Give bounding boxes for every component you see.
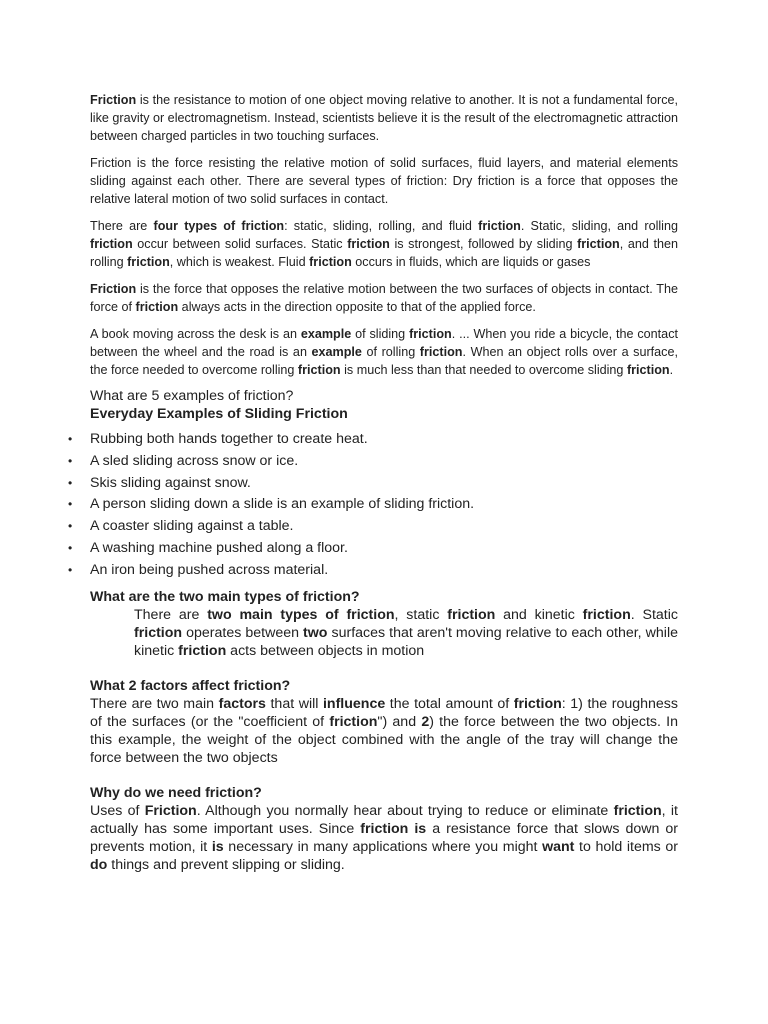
text-run: . When an object rolls over a surface, the force needed to overcome rolling bbox=[90, 345, 678, 377]
list-item bbox=[68, 429, 678, 451]
paragraph-four-types bbox=[90, 217, 678, 271]
text-run: operates between bbox=[182, 624, 304, 641]
question-why-need: Why do we need friction? bbox=[90, 784, 262, 801]
paragraph-two-factors bbox=[90, 695, 678, 767]
bold-term: influence bbox=[322, 695, 386, 712]
text-run: There are bbox=[90, 219, 154, 233]
bold-term: friction bbox=[513, 695, 562, 712]
text-run: , which is weakest. Fluid bbox=[169, 255, 310, 269]
paragraph-two-types bbox=[90, 606, 678, 660]
text-run: . ... When you ride a bicycle, the contact between the wheel and the road is an bbox=[90, 327, 678, 359]
bold-term: example bbox=[311, 345, 362, 359]
list-item-text: Rubbing both hands together to create heat. bbox=[90, 431, 368, 447]
text-run: acts between objects in motion bbox=[226, 642, 425, 659]
bold-term: friction bbox=[297, 363, 341, 377]
text-run: the total amount of bbox=[385, 695, 514, 712]
bold-term: friction bbox=[135, 300, 179, 314]
bold-term: is bbox=[211, 838, 224, 855]
text-run: to hold items or bbox=[574, 838, 678, 855]
bullet-icon: • bbox=[68, 432, 73, 446]
list-item bbox=[68, 473, 678, 495]
text-run: is the force that opposes the relative motion between the two surfaces of objects in contact. The force of bbox=[90, 282, 678, 314]
text-run: necessary in many applications where you might bbox=[223, 838, 543, 855]
text-run: is the resistance to motion of one object moving relative to another. It is not a fundamental force, like gravity or electromagnetism. Instead, scientists believe it is the result of the electromagnetic attraction between charged particles in two touching surfaces. bbox=[90, 93, 678, 143]
heading-sliding-examples: Everyday Examples of Sliding Friction bbox=[90, 406, 348, 422]
list-item-text: A sled sliding across snow or ice. bbox=[90, 452, 299, 469]
list-item bbox=[68, 560, 678, 582]
bold-term: friction bbox=[329, 713, 378, 730]
paragraph-opposes-motion bbox=[90, 280, 678, 316]
text-run: that will bbox=[265, 695, 323, 712]
text-run: There are two main bbox=[90, 695, 219, 712]
text-run: . Although you normally hear about trying to reduce or eliminate bbox=[196, 802, 614, 819]
bold-term: factors bbox=[218, 695, 266, 712]
list-item bbox=[68, 538, 678, 560]
list-item-text: A washing machine pushed along a floor. bbox=[90, 539, 348, 556]
bullet-icon: • bbox=[68, 453, 73, 468]
list-item-text: A coaster sliding against a table. bbox=[90, 518, 294, 535]
bold-term: friction bbox=[409, 327, 452, 341]
text-run: and kinetic bbox=[495, 606, 583, 623]
bold-term: friction bbox=[347, 237, 390, 251]
list-item-text: An iron being pushed across material. bbox=[90, 561, 329, 578]
bold-term: friction bbox=[127, 255, 170, 269]
paragraph-why-need bbox=[90, 802, 678, 874]
text-run: . Static bbox=[630, 606, 678, 623]
bold-term: friction bbox=[447, 606, 496, 623]
text-run: : 1) the roughness of the surfaces (or the "coefficient of bbox=[90, 695, 678, 730]
bold-term: four types of friction bbox=[153, 219, 285, 233]
list-item-text: A person sliding down a slide is an example of sliding friction. bbox=[90, 496, 475, 513]
bullet-icon: • bbox=[68, 475, 73, 490]
text-run: , static bbox=[394, 606, 448, 623]
text-run: . bbox=[669, 363, 674, 377]
question-two-factors: What 2 factors affect friction? bbox=[90, 677, 291, 694]
list-item-text: Skis sliding against snow. bbox=[90, 474, 251, 491]
text-run: Friction is the force resisting the relative motion of solid surfaces, fluid layers, and material elements sliding against each other. There are several types of friction: Dry friction is a force that opposes the relative lateral motion of two solid surfaces in contact. bbox=[90, 156, 678, 206]
list-item bbox=[68, 451, 678, 473]
bold-term: friction bbox=[577, 237, 620, 251]
spacer bbox=[90, 660, 678, 677]
text-run: is much less than that needed to overcome sliding bbox=[340, 363, 627, 377]
bold-term: friction bbox=[478, 219, 521, 233]
text-run: . Static, sliding, and rolling bbox=[520, 219, 678, 233]
bold-term: friction bbox=[582, 606, 631, 623]
bold-term: friction bbox=[613, 802, 662, 819]
bold-term: Friction bbox=[90, 282, 137, 296]
bold-term: friction bbox=[309, 255, 352, 269]
question-two-types: What are the two main types of friction? bbox=[90, 588, 360, 605]
document-page bbox=[68, 91, 678, 874]
bold-term: friction bbox=[90, 237, 133, 251]
text-run: of rolling bbox=[361, 345, 420, 359]
bold-term: friction is bbox=[360, 820, 427, 837]
examples-list bbox=[68, 429, 678, 582]
text-run: occurs in fluids, which are liquids or gases bbox=[351, 255, 591, 269]
question-five-examples: What are 5 examples of friction? bbox=[90, 388, 294, 404]
text-run: , and then rolling bbox=[90, 237, 678, 269]
text-run: ) the force between the two objects. In this example, the weight of the object combined with the angle of the tray will change the force between the two objects bbox=[90, 713, 678, 766]
bold-term: do bbox=[90, 856, 108, 873]
bold-term: Friction bbox=[144, 802, 197, 819]
bullet-icon: • bbox=[68, 519, 73, 534]
bold-term: example bbox=[300, 327, 352, 341]
text-run: of sliding bbox=[351, 327, 410, 341]
text-run: always acts in the direction opposite to that of the applied force. bbox=[178, 300, 536, 314]
paragraph-friction-force bbox=[90, 154, 678, 208]
text-run: : static, sliding, rolling, and fluid bbox=[284, 219, 479, 233]
bold-term: friction bbox=[419, 345, 463, 359]
text-run: is strongest, followed by sliding bbox=[389, 237, 578, 251]
bold-term: two main types of friction bbox=[207, 606, 395, 623]
bullet-icon: • bbox=[68, 562, 73, 577]
bold-term: 2 bbox=[421, 713, 430, 730]
bullet-icon: • bbox=[68, 497, 73, 512]
text-run: surfaces that aren't moving relative to each other, while kinetic bbox=[134, 624, 678, 659]
text-run: , it actually has some important uses. Since bbox=[90, 802, 678, 837]
paragraph-examples-book-bicycle bbox=[90, 325, 678, 379]
spacer bbox=[90, 767, 678, 784]
text-run: things and prevent slipping or sliding. bbox=[107, 856, 345, 873]
list-item bbox=[68, 516, 678, 538]
text-run: A book moving across the desk is an bbox=[90, 327, 301, 341]
text-run: occur between solid surfaces. Static bbox=[132, 237, 348, 251]
bold-term: want bbox=[542, 838, 575, 855]
text-run: a resistance force that slows down or prevents motion, it bbox=[90, 820, 678, 855]
text-run: ") and bbox=[377, 713, 422, 730]
list-item bbox=[68, 494, 678, 516]
bold-term: two bbox=[303, 624, 328, 641]
bold-term: Friction bbox=[90, 93, 137, 107]
bold-term: friction bbox=[134, 624, 183, 641]
bold-term: friction bbox=[178, 642, 227, 659]
text-run: There are bbox=[134, 606, 208, 623]
bold-term: friction bbox=[626, 363, 670, 377]
paragraph-friction-definition bbox=[90, 91, 678, 145]
bullet-icon: • bbox=[68, 540, 73, 555]
text-run: Uses of bbox=[90, 802, 145, 819]
